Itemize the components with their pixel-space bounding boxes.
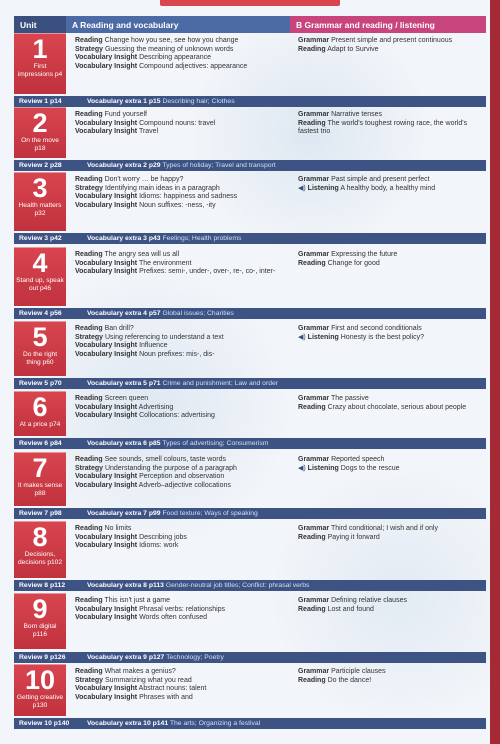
unit-cell-9 — [14, 593, 66, 649]
line-text: Guessing the meaning of unknown words — [104, 45, 234, 53]
line-label: Vocabulary Insight — [75, 473, 138, 481]
unit-cell-2 — [14, 107, 66, 158]
content-line — [75, 412, 287, 421]
grammar-listening-cell — [298, 456, 488, 473]
line-text: Prefixes: semi-, under-, over-, re-, co-, inter- — [139, 268, 276, 276]
content-line — [298, 120, 488, 137]
unit-title: Do the right thing p60 — [22, 351, 58, 366]
grammar-listening-cell — [298, 395, 488, 412]
line-label: Vocabulary Insight — [75, 605, 138, 613]
line-label: Reading — [75, 111, 103, 118]
line-label: Strategy — [75, 45, 104, 53]
unit-cell-8 — [14, 521, 66, 578]
line-text: Describing jobs — [139, 533, 187, 541]
line-text: The world's toughest rowing race, the world's fastest trio — [298, 119, 468, 136]
review-bar — [14, 580, 486, 591]
review-label: Review 1 p14 — [19, 98, 62, 105]
line-label: Vocabulary Insight — [75, 54, 138, 62]
content-line — [298, 668, 488, 677]
line-label: Strategy — [75, 333, 104, 341]
unit-number: 5 — [32, 322, 48, 352]
unit-title: At a price p74 — [19, 421, 61, 428]
line-label: Reading — [298, 119, 326, 127]
content-line — [75, 482, 287, 491]
unit-title: It makes sense p88 — [17, 482, 63, 497]
speaker-icon: ◀) — [298, 464, 306, 472]
header-reading-vocabulary: A Reading and vocabulary — [66, 16, 290, 33]
line-text: Phrasal verbs: relationships — [139, 605, 226, 613]
speaker-icon: ◀) — [298, 333, 306, 341]
content-line — [298, 534, 488, 543]
content-line — [75, 465, 287, 474]
vocabulary-extra-label: Vocabulary extra 2 p29 — [87, 162, 161, 169]
content-line — [298, 606, 488, 615]
line-text: Screen queen — [104, 395, 149, 402]
content-line — [75, 525, 287, 534]
content-line — [75, 120, 287, 129]
vocabulary-extra-topics: The arts; Organizing a festival — [169, 720, 261, 727]
line-text: Compound adjectives: appearance — [139, 62, 248, 70]
line-label: Reading — [298, 533, 326, 541]
top-accent-strip — [160, 0, 340, 6]
line-text: Present simple and present continuous — [331, 37, 453, 44]
right-edge-strip — [490, 0, 500, 744]
line-text: Ban drill? — [104, 325, 134, 332]
line-label: Reading — [75, 456, 103, 463]
vocabulary-extra-label: Vocabulary extra 3 p43 — [87, 235, 161, 242]
line-text: This isn't just a game — [104, 597, 170, 604]
line-label: Vocabulary Insight — [75, 412, 138, 420]
content-line — [75, 694, 287, 703]
unit-cell-6 — [14, 391, 66, 436]
line-label: Reading — [75, 176, 103, 183]
content-line — [75, 202, 287, 211]
content-line — [75, 685, 287, 694]
line-text: Third conditional; I wish and if only — [330, 525, 438, 532]
line-text: No limits — [104, 525, 132, 532]
vocabulary-extra — [87, 308, 234, 319]
line-text: Change how you see, see how you change — [104, 37, 239, 44]
grammar-listening-cell — [298, 597, 488, 614]
line-label: Reading — [298, 676, 326, 684]
unit-cell-10 — [14, 664, 66, 716]
content-line — [298, 260, 488, 269]
grammar-listening-cell — [298, 525, 488, 542]
vocabulary-extra — [87, 160, 276, 171]
review-bar — [14, 508, 486, 519]
line-text: Perception and observation — [139, 473, 225, 481]
line-text: Change for good — [327, 259, 380, 267]
content-line — [75, 334, 287, 343]
content-line — [298, 597, 488, 606]
review-bar — [14, 233, 486, 244]
review-label: Review 6 p84 — [19, 440, 62, 447]
content-line — [75, 128, 287, 137]
vocabulary-extra-label: Vocabulary extra 9 p127 — [87, 654, 165, 661]
reading-vocabulary-cell — [75, 325, 287, 359]
line-label: Strategy — [75, 464, 104, 472]
line-label: Listening — [307, 333, 339, 341]
line-label: Grammar — [298, 525, 330, 532]
line-label: Vocabulary Insight — [75, 128, 138, 136]
vocabulary-extra — [87, 652, 224, 663]
line-text: Past simple and present perfect — [331, 176, 430, 183]
vocabulary-extra-label: Vocabulary extra 5 p71 — [87, 380, 161, 387]
vocabulary-extra-label: Vocabulary extra 6 p85 — [87, 440, 161, 447]
line-label: Vocabulary Insight — [75, 403, 138, 411]
line-text: Words often confused — [139, 614, 208, 622]
line-label: Reading — [75, 325, 103, 332]
content-line — [298, 251, 488, 260]
content-line — [298, 185, 488, 194]
line-label: Listening — [307, 184, 339, 192]
line-text: Dogs to the rescue — [340, 464, 400, 472]
reading-vocabulary-cell — [75, 176, 287, 210]
vocabulary-extra-topics: Global issues; Charities — [162, 310, 234, 317]
line-text: The angry sea will us all — [104, 251, 180, 258]
line-label: Strategy — [75, 184, 104, 192]
content-line — [298, 404, 488, 413]
unit-title: Decisions, decisions p102 — [18, 551, 62, 566]
line-text: Abstract nouns: talent — [138, 685, 207, 693]
line-text: Honesty is the best policy? — [340, 333, 425, 341]
line-text: Understanding the purpose of a paragraph — [104, 464, 237, 472]
vocabulary-extra-label: Vocabulary extra 4 p57 — [87, 310, 161, 317]
unit-cell-5 — [14, 321, 66, 376]
reading-vocabulary-cell — [75, 251, 287, 277]
speaker-icon: ◀) — [298, 184, 306, 192]
review-label: Review 8 p112 — [19, 582, 66, 589]
unit-number: 1 — [32, 34, 48, 64]
line-text: Participle clauses — [331, 668, 386, 675]
content-line — [298, 176, 488, 185]
unit-number: 3 — [32, 173, 48, 203]
reading-vocabulary-cell — [75, 668, 287, 702]
line-text: Using referencing to understand a text — [104, 333, 224, 341]
review-label: Review 10 p140 — [19, 720, 70, 727]
header-unit: Unit — [14, 16, 66, 33]
line-text: Noun prefixes: mis-, dis- — [139, 350, 215, 358]
vocabulary-extra-topics: Feelings; Health problems — [162, 235, 242, 242]
review-bar — [14, 718, 486, 729]
content-line — [75, 614, 287, 623]
review-bar — [14, 438, 486, 449]
line-text: Narrative tenses — [331, 111, 383, 118]
line-text: First and second conditionals — [331, 325, 422, 332]
line-text: The environment — [138, 259, 192, 267]
review-label: Review 2 p28 — [19, 162, 62, 169]
review-label: Review 9 p126 — [19, 654, 66, 661]
line-label: Vocabulary Insight — [75, 350, 138, 358]
line-label: Reading — [298, 403, 326, 411]
vocabulary-extra-topics: Crime and punishment; Law and order — [162, 380, 279, 387]
line-label: Vocabulary Insight — [75, 193, 138, 201]
content-line — [75, 677, 287, 686]
vocabulary-extra-topics: Food texture; Ways of speaking — [162, 510, 258, 517]
line-text: Expressing the future — [331, 251, 398, 258]
line-label: Grammar — [298, 395, 330, 402]
unit-number: 2 — [32, 108, 48, 138]
vocabulary-extra-label: Vocabulary extra 10 p141 — [87, 720, 169, 727]
vocabulary-extra-topics: Describing hair; Clothes — [162, 98, 235, 105]
line-text: Adverb–adjective collocations — [138, 481, 231, 489]
vocabulary-extra-label: Vocabulary extra 8 p113 — [87, 582, 164, 589]
content-line — [298, 46, 488, 55]
review-bar — [14, 96, 486, 107]
line-label: Reading — [298, 605, 326, 613]
line-label: Reading — [75, 668, 103, 675]
line-text: Paying it forward — [327, 533, 380, 541]
unit-title: Getting creative p130 — [16, 694, 64, 709]
grammar-listening-cell — [298, 37, 488, 54]
line-label: Reading — [75, 597, 103, 604]
unit-title: Stand up, speak out p46 — [16, 277, 64, 292]
line-label: Grammar — [298, 176, 330, 183]
line-text: Influence — [139, 342, 168, 350]
line-label: Vocabulary Insight — [75, 533, 138, 541]
line-label: Listening — [307, 464, 339, 472]
line-text: A healthy body, a healthy mind — [340, 184, 436, 192]
content-line — [298, 465, 488, 474]
content-line — [75, 456, 287, 465]
line-label: Grammar — [298, 37, 330, 44]
reading-vocabulary-cell — [75, 525, 287, 551]
grammar-listening-cell — [298, 111, 488, 137]
content-line — [298, 395, 488, 404]
vocabulary-extra-topics: Types of holiday; Travel and transport — [162, 162, 276, 169]
content-line — [75, 395, 287, 404]
content-line — [75, 325, 287, 334]
content-line — [298, 334, 488, 343]
line-text: Idioms: work — [139, 542, 179, 550]
content-line — [298, 525, 488, 534]
vocabulary-extra — [87, 438, 268, 449]
content-line — [75, 342, 287, 351]
vocabulary-extra — [87, 378, 278, 389]
content-line — [75, 473, 287, 482]
content-line — [75, 54, 287, 63]
line-text: Adapt to Survive — [327, 45, 379, 53]
vocabulary-extra — [87, 233, 241, 244]
line-label: Grammar — [298, 251, 330, 258]
unit-cell-1 — [14, 33, 66, 94]
unit-cell-4 — [14, 247, 66, 306]
vocabulary-extra-topics: Technology; Poetry — [166, 654, 224, 661]
line-label: Reading — [298, 259, 326, 267]
line-label: Grammar — [298, 325, 330, 332]
review-bar — [14, 652, 486, 663]
line-label: Vocabulary Insight — [75, 268, 138, 276]
header-grammar-listening: B Grammar and reading / listening — [290, 16, 486, 33]
vocabulary-extra — [87, 718, 260, 729]
content-line — [75, 668, 287, 677]
line-label: Grammar — [298, 668, 330, 675]
grammar-listening-cell — [298, 251, 488, 268]
reading-vocabulary-cell — [75, 37, 287, 71]
line-text: Summarizing what you read — [104, 676, 192, 684]
review-label: Review 5 p70 — [19, 380, 62, 387]
unit-number: 4 — [32, 248, 48, 278]
unit-title: Born digital p116 — [23, 623, 57, 638]
content-line — [75, 251, 287, 260]
content-line — [75, 597, 287, 606]
unit-number: 7 — [32, 453, 48, 483]
line-label: Vocabulary Insight — [75, 201, 138, 209]
unit-cell-3 — [14, 172, 66, 231]
reading-vocabulary-cell — [75, 597, 287, 623]
unit-title: First impressions p4 — [17, 63, 63, 78]
vocabulary-extra-topics: Gender-neutral job titles; Conflict: phrasal verbs — [165, 582, 310, 589]
content-line — [75, 37, 287, 46]
review-bar — [14, 308, 486, 319]
line-text: Crazy about chocolate, serious about people — [327, 403, 467, 411]
grammar-listening-cell — [298, 668, 488, 685]
grammar-listening-cell — [298, 325, 488, 342]
line-text: Describing appearance — [139, 54, 212, 62]
content-line — [75, 542, 287, 551]
content-line — [298, 325, 488, 334]
line-text: Phrases with and — [139, 693, 193, 701]
line-label: Reading — [75, 395, 103, 402]
unit-title: On the move p18 — [21, 137, 59, 152]
content-line — [75, 404, 287, 413]
content-line — [75, 176, 287, 185]
line-text: Don't worry … be happy? — [104, 176, 184, 183]
unit-cell-7 — [14, 452, 66, 506]
line-label: Vocabulary Insight — [75, 342, 138, 350]
line-label: Vocabulary Insight — [75, 259, 138, 267]
line-text: See sounds, smell colours, taste words — [104, 456, 226, 463]
line-label: Strategy — [75, 676, 104, 684]
review-label: Review 3 p42 — [19, 235, 62, 242]
line-label: Vocabulary Insight — [75, 481, 138, 489]
line-text: Travel — [138, 128, 159, 136]
line-text: Lost and found — [327, 605, 374, 613]
reading-vocabulary-cell — [75, 395, 287, 421]
line-label: Vocabulary Insight — [75, 614, 138, 622]
line-label: Vocabulary Insight — [75, 685, 138, 693]
vocabulary-extra-topics: Types of advertising; Consumerism — [162, 440, 269, 447]
content-line — [75, 111, 287, 120]
line-text: Reported speech — [331, 456, 385, 463]
reading-vocabulary-cell — [75, 111, 287, 137]
reading-vocabulary-cell — [75, 456, 287, 490]
content-line — [75, 606, 287, 615]
line-text: Compound nouns: travel — [139, 119, 216, 127]
unit-number: 6 — [32, 392, 48, 422]
line-label: Reading — [298, 45, 326, 53]
line-label: Reading — [75, 251, 103, 258]
line-label: Vocabulary Insight — [75, 119, 138, 127]
line-label: Reading — [75, 525, 103, 532]
vocabulary-extra — [87, 580, 309, 591]
line-label: Grammar — [298, 597, 330, 604]
line-text: The passive — [330, 395, 369, 402]
content-line — [75, 46, 287, 55]
vocabulary-extra-label: Vocabulary extra 7 p99 — [87, 510, 161, 517]
content-line — [75, 268, 287, 277]
line-text: Do the dance! — [327, 676, 372, 684]
line-label: Reading — [75, 37, 103, 44]
content-line — [75, 63, 287, 72]
line-text: Noun suffixes: -ness, -ity — [139, 201, 216, 209]
line-label: Vocabulary Insight — [75, 542, 138, 550]
line-label: Vocabulary Insight — [75, 693, 138, 701]
content-line — [75, 260, 287, 269]
content-line — [298, 677, 488, 686]
content-line — [298, 37, 488, 46]
line-text: Defining relative clauses — [331, 597, 407, 604]
unit-number: 9 — [32, 594, 48, 624]
review-label: Review 7 p98 — [19, 510, 62, 517]
unit-number: 10 — [24, 665, 56, 695]
content-line — [75, 185, 287, 194]
line-label: Grammar — [298, 456, 330, 463]
content-line — [75, 351, 287, 360]
line-text: What makes a genius? — [104, 668, 176, 675]
unit-title: Health matters p32 — [18, 202, 62, 217]
review-label: Review 4 p56 — [19, 310, 62, 317]
review-bar — [14, 378, 486, 389]
unit-number: 8 — [32, 522, 48, 552]
content-line — [298, 111, 488, 120]
review-bar — [14, 160, 486, 171]
line-text: Collocations: advertising — [139, 412, 215, 420]
vocabulary-extra — [87, 96, 235, 107]
content-line — [298, 456, 488, 465]
line-label: Grammar — [298, 111, 330, 118]
line-label: Vocabulary Insight — [75, 62, 138, 70]
line-text: Idioms: happiness and sadness — [139, 193, 238, 201]
content-line — [75, 193, 287, 202]
line-text: Identifying main ideas in a paragraph — [104, 184, 220, 192]
grammar-listening-cell — [298, 176, 488, 193]
line-text: Fund yourself — [104, 111, 147, 118]
vocabulary-extra-label: Vocabulary extra 1 p15 — [87, 98, 161, 105]
content-line — [75, 534, 287, 543]
vocabulary-extra — [87, 508, 258, 519]
line-text: Advertising — [138, 403, 174, 411]
